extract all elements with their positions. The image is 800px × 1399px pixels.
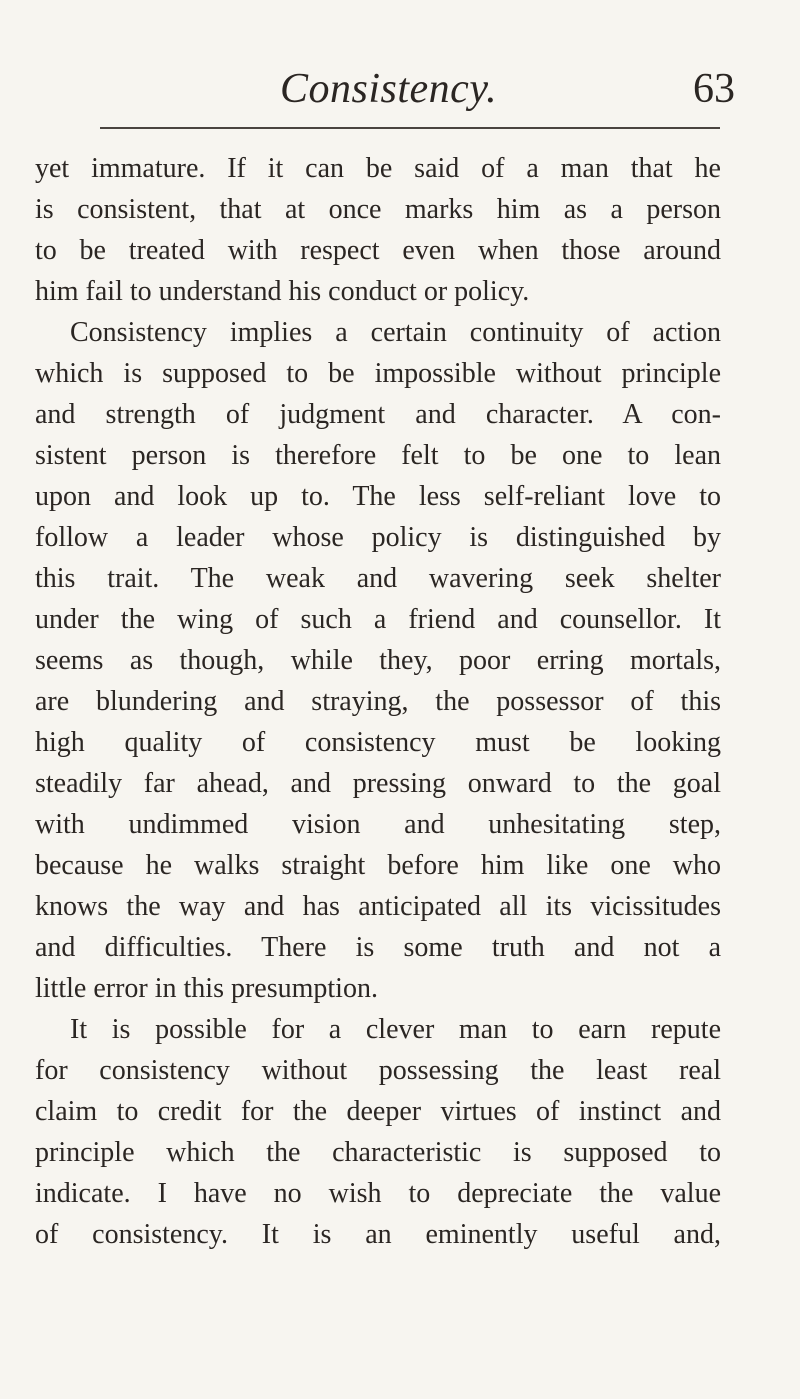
text-line: Consistency implies a certain continuity of action (70, 317, 721, 348)
text-line: knows the way and has anticipated all its vicissitudes (35, 891, 721, 922)
text-line: because he walks straight before him like one who (35, 850, 721, 881)
text-line: and difficulties. There is some truth and not a (35, 932, 721, 963)
text-line: this trait. The weak and wavering seek shelter (35, 563, 721, 594)
running-title: Consistency. (280, 66, 498, 112)
text-line: principle which the characteristic is supposed to (35, 1137, 721, 1168)
text-line: follow a leader whose policy is distinguished by (35, 522, 721, 553)
text-line: to be treated with respect even when those around (35, 235, 721, 266)
body-text (35, 148, 721, 1255)
text-line: is consistent, that at once marks him as a person (35, 194, 721, 225)
page-header (250, 62, 770, 122)
text-line: are blundering and straying, the possessor of this (35, 686, 721, 717)
text-line: It is possible for a clever man to earn repute (70, 1014, 721, 1045)
text-line: steadily far ahead, and pressing onward to the goal (35, 768, 721, 799)
text-line: high quality of consistency must be looking (35, 727, 721, 758)
text-line: yet immature. If it can be said of a man that he (35, 153, 721, 184)
page-number: 63 (693, 66, 735, 112)
text-line: him fail to understand his conduct or policy. (35, 276, 530, 307)
text-line: of consistency. It is an eminently useful and, (35, 1219, 721, 1250)
text-line: and strength of judgment and character. A con- (35, 399, 721, 430)
text-line: with undimmed vision and unhesitating step, (35, 809, 721, 840)
text-line: which is supposed to be impossible without principle (35, 358, 721, 389)
text-line: seems as though, while they, poor erring mortals, (35, 645, 721, 676)
text-line: indicate. I have no wish to depreciate the value (35, 1178, 721, 1209)
text-line: little error in this presumption. (35, 973, 378, 1004)
text-line: under the wing of such a friend and counsellor. It (35, 604, 721, 635)
text-line: for consistency without possessing the least real (35, 1055, 721, 1086)
text-line: claim to credit for the deeper virtues of instinct and (35, 1096, 721, 1127)
header-rule (100, 127, 720, 129)
text-line: sistent person is therefore felt to be one to lean (35, 440, 721, 471)
text-line: upon and look up to. The less self-reliant love to (35, 481, 721, 512)
